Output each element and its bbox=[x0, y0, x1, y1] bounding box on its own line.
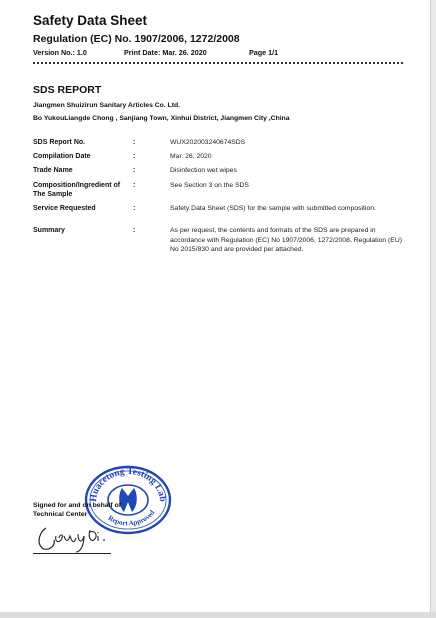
row-value-service-requested: Safety Data Sheet (SDS) for the sample with submitted composition. bbox=[170, 205, 376, 212]
version-number: Version No.: 1.0 bbox=[33, 48, 87, 57]
row-label-composition: Composition/Ingredient of The Sample bbox=[33, 182, 121, 198]
row-label-service-requested: Service Requested bbox=[33, 205, 96, 212]
signed-for-label: Signed for and on behalf of bbox=[33, 502, 121, 509]
row-value-composition: See Section 3 on the SDS bbox=[170, 182, 249, 189]
company-name: Jiangmen Shuizirun Sanitary Articles Co. Ltd. bbox=[33, 102, 181, 109]
row-value-trade-name: Disinfection wet wipes bbox=[170, 167, 237, 174]
row-value-summary: As per request, the contents and formats of the SDS are prepared in accordance with Regulation (EC) No 1907/2006, 1272/2008, Regulation (EU) No 2015/830 and are provided per attached. bbox=[170, 227, 402, 254]
signature-line bbox=[33, 553, 111, 554]
document-title: Safety Data Sheet bbox=[33, 13, 148, 28]
row-label-report-no: SDS Report No. bbox=[33, 139, 86, 146]
technical-center-label: Technical Center bbox=[33, 511, 88, 518]
report-title: SDS REPORT bbox=[33, 84, 102, 96]
regulation-subtitle: Regulation (EC) No. 1907/2006, 1272/2008 bbox=[33, 33, 240, 45]
viewer-bottom-strip bbox=[0, 612, 436, 618]
print-date: Print Date: Mar. 26. 2020 bbox=[124, 48, 207, 57]
dotted-divider bbox=[33, 62, 403, 64]
row-label-compilation-date: Compilation Date bbox=[33, 153, 91, 160]
row-value-report-no: WUX202003240674SDS bbox=[170, 139, 246, 146]
stamp-bottom-text: Report Approved bbox=[106, 508, 157, 528]
row-colon: : bbox=[133, 139, 136, 146]
page-number: Page 1/1 bbox=[249, 48, 279, 57]
company-address: Bo YukouLiangde Chong , Sanjiang Town, Xinhui District, Jiangmen City ,China bbox=[33, 115, 290, 122]
row-colon: : bbox=[133, 205, 136, 212]
row-label-trade-name: Trade Name bbox=[33, 167, 73, 174]
row-label-summary: Summary bbox=[33, 227, 65, 234]
handwritten-signature bbox=[34, 522, 114, 554]
row-colon: : bbox=[133, 182, 136, 189]
stamp-top-text: Huacetong Testing Lab bbox=[88, 466, 168, 503]
row-value-compilation-date: Mar. 26, 2020 bbox=[170, 153, 212, 160]
row-colon: : bbox=[133, 167, 136, 174]
row-colon: : bbox=[133, 227, 136, 234]
row-colon: : bbox=[133, 153, 136, 160]
